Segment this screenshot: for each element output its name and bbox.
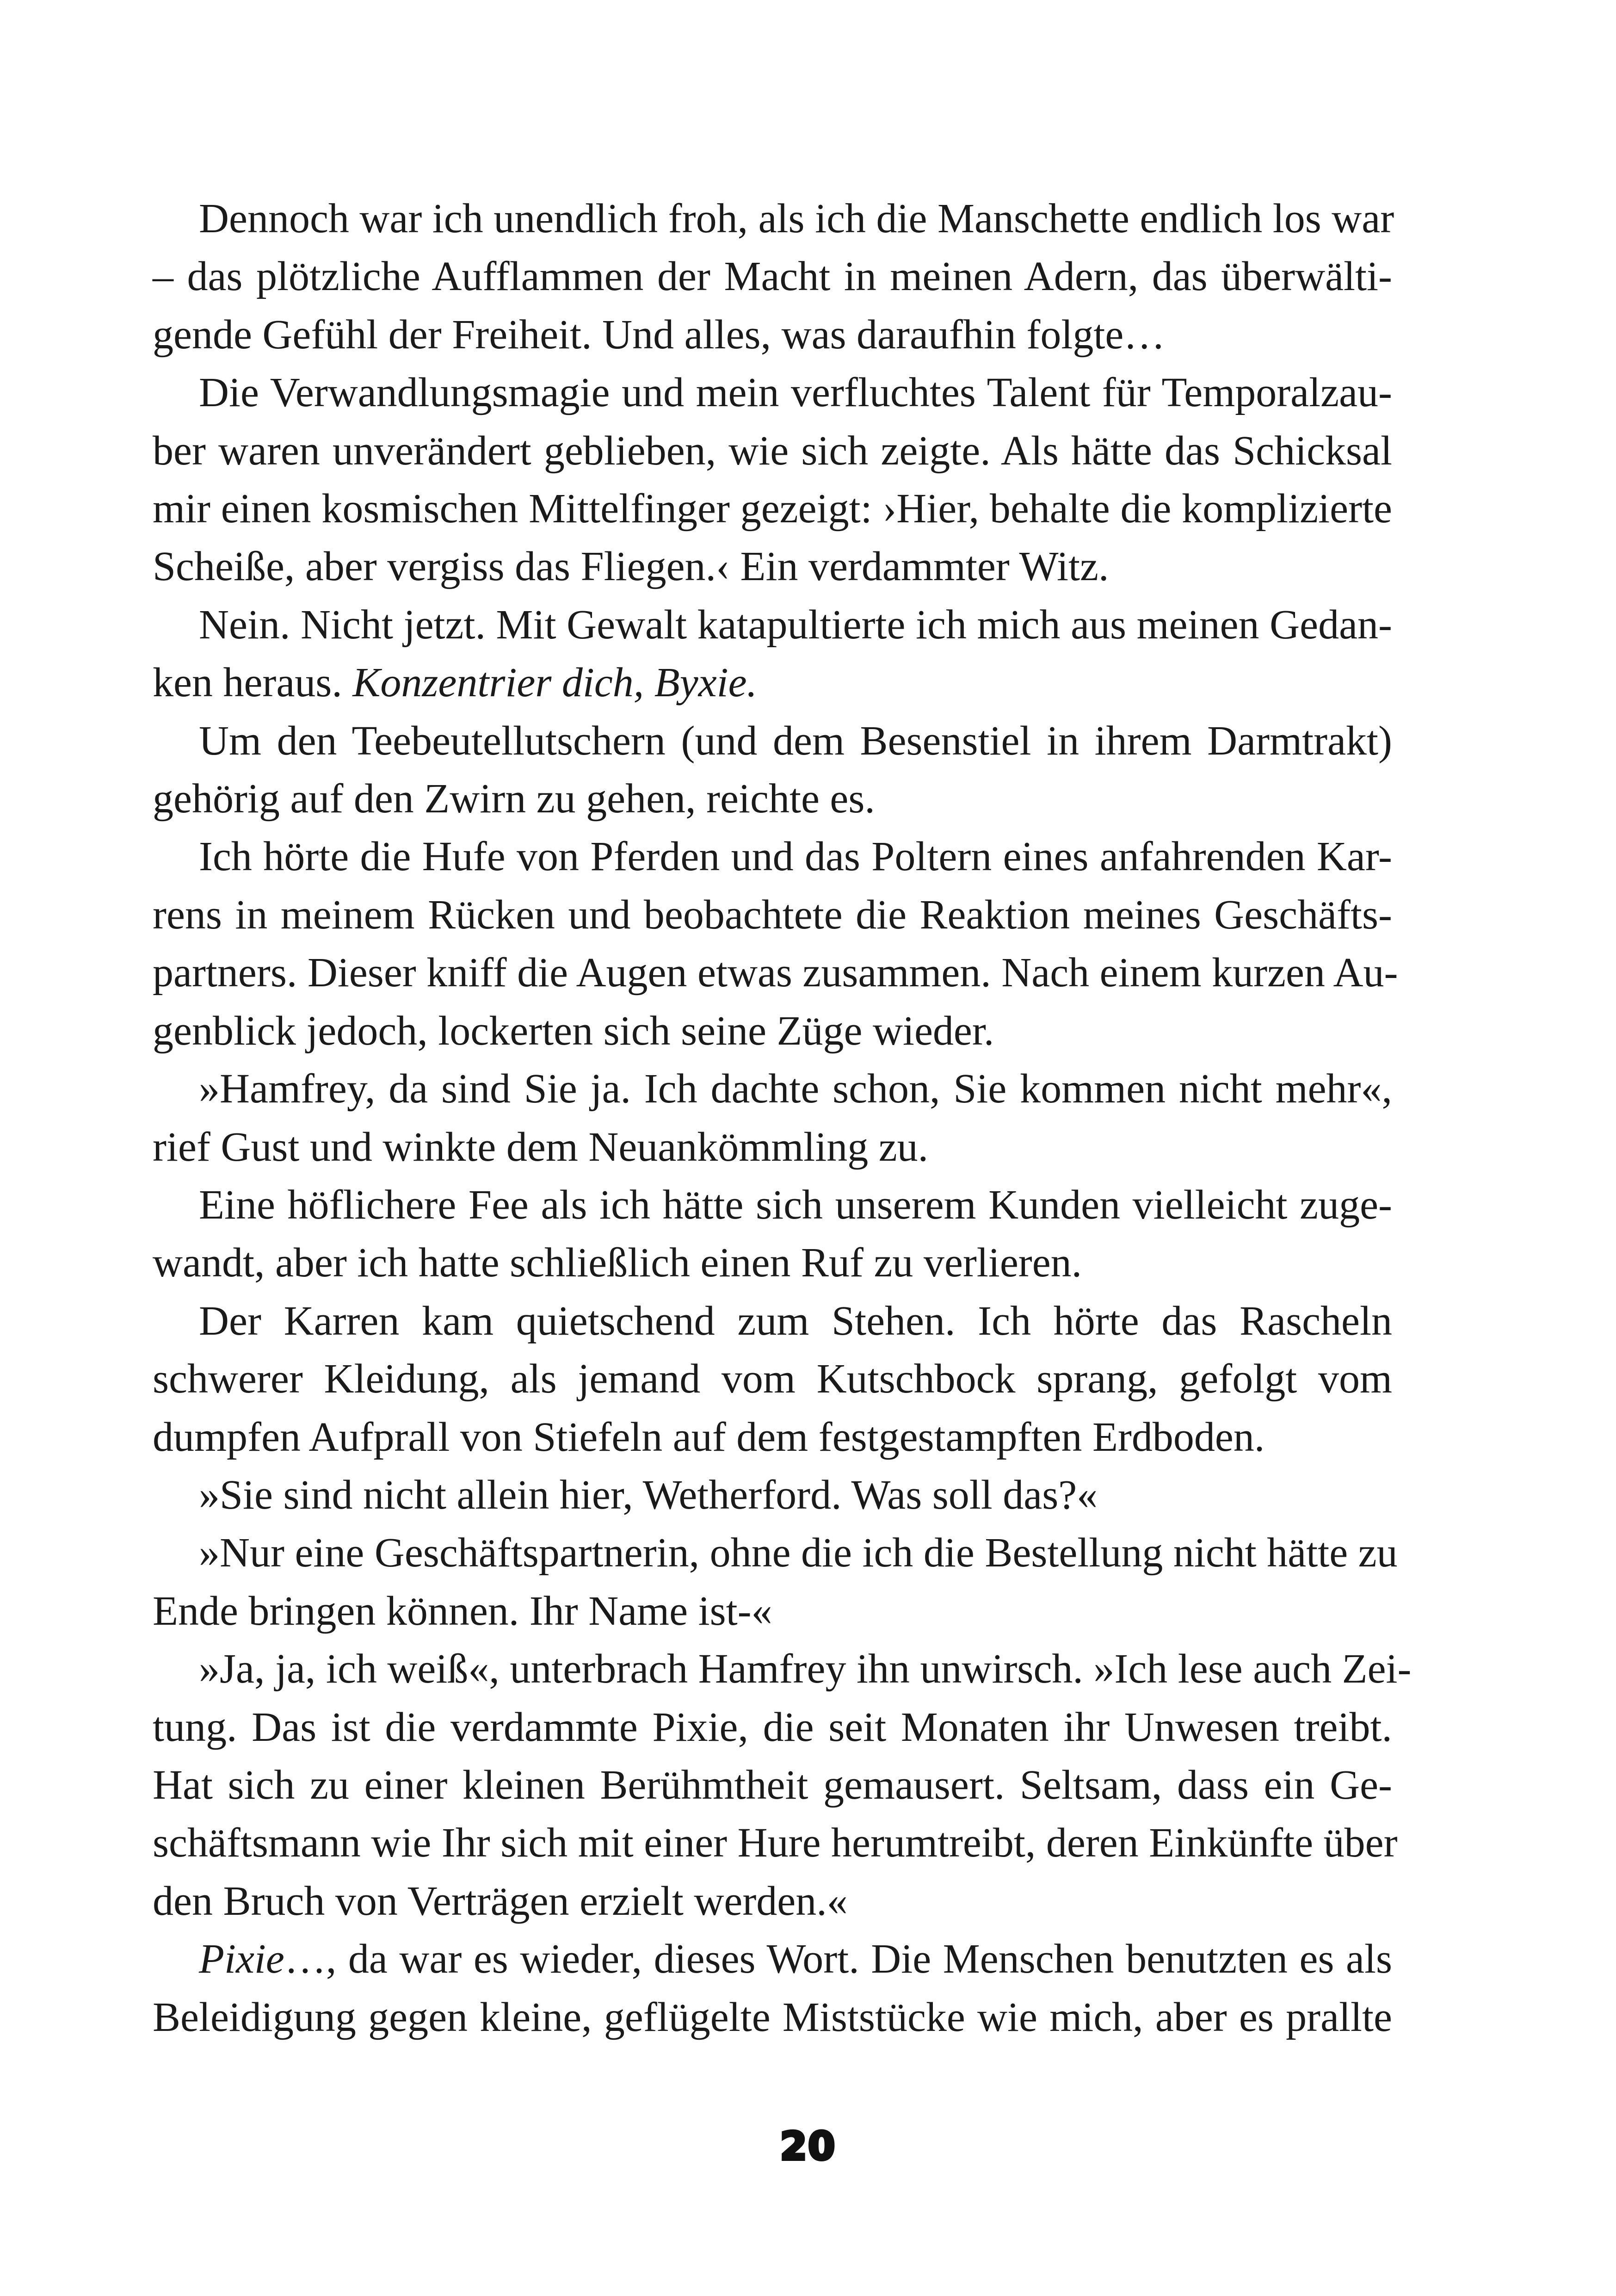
text-line xyxy=(153,654,1392,712)
text-line xyxy=(153,1930,1392,1988)
text-line xyxy=(153,1234,1392,1292)
text-line xyxy=(153,422,1392,480)
text-run: »Sie sind nicht allein hier, Wetherford. Was soll das?« xyxy=(199,1472,1098,1518)
text-run: dumpfen Aufprall von Stiefeln auf dem festgestampften Erdboden. xyxy=(153,1414,1265,1460)
text-run: …, da war es wieder, dieses Wort. Die Menschen benutzten es als xyxy=(284,1936,1392,1982)
italic-text: Pixie xyxy=(199,1936,284,1982)
text-run: Der Karren kam quietschend zum Stehen. Ich hörte das Rascheln xyxy=(199,1298,1392,1344)
text-run: Eine höflichere Fee als ich hätte sich unserem Kunden vielleicht zuge- xyxy=(199,1182,1392,1228)
text-run: »Ja, ja, ich weiß«, unterbrach Hamfrey ihn unwirsch. »Ich lese auch Zei- xyxy=(199,1646,1412,1692)
text-line xyxy=(153,944,1398,1002)
text-run: – das plötzliche Aufflammen der Macht in meinen Adern, das überwälti- xyxy=(153,254,1392,300)
text-run: den Bruch von Verträgen erzielt werden.« xyxy=(153,1878,848,1924)
text-run: ken heraus. xyxy=(153,660,353,706)
text-line xyxy=(153,538,1392,595)
text-line xyxy=(153,1524,1398,1582)
text-run: wandt, aber ich hatte schließlich einen Ruf zu verlieren. xyxy=(153,1240,1082,1286)
text-run: ber waren unverändert geblieben, wie sich zeigte. Als hätte das Schicksal xyxy=(153,427,1392,474)
text-run: Nein. Nicht jetzt. Mit Gewalt katapultierte ich mich aus meinen Gedan- xyxy=(199,601,1392,648)
text-line xyxy=(153,1060,1392,1118)
text-run: Scheiße, aber vergiss das Fliegen.‹ Ein verdammter Witz. xyxy=(153,544,1109,590)
text-run: rens in meinem Rücken und beobachtete die Reaktion meines Geschäfts- xyxy=(153,891,1392,938)
text-run: Ende bringen können. Ihr Name ist-« xyxy=(153,1588,772,1634)
text-run: »Hamfrey, da sind Sie ja. Ich dachte schon, Sie kommen nicht mehr«, xyxy=(199,1066,1392,1112)
text-line xyxy=(153,1872,1392,1930)
text-line xyxy=(153,1466,1392,1524)
text-run: Hat sich zu einer kleinen Berühmtheit gemausert. Seltsam, dass ein Ge- xyxy=(153,1762,1392,1808)
text-run: Um den Teebeutellutschern (und dem Besenstiel in ihrem Darmtrakt) xyxy=(199,718,1392,764)
italic-text: Konzentrier dich, Byxie. xyxy=(352,660,758,706)
text-run: »Nur eine Geschäftspartnerin, ohne die ich die Bestellung nicht hätte zu xyxy=(199,1530,1398,1576)
text-run: genblick jedoch, lockerten sich seine Züge wieder. xyxy=(153,1008,994,1054)
text-run: schwerer Kleidung, als jemand vom Kutschbock sprang, gefolgt vom xyxy=(153,1356,1392,1402)
text-line xyxy=(153,1408,1392,1466)
text-line xyxy=(153,1756,1392,1814)
text-line xyxy=(153,712,1392,770)
text-line xyxy=(153,1582,1392,1640)
page-number: 20 xyxy=(780,2123,836,2169)
text-line xyxy=(153,1640,1412,1698)
text-run: Die Verwandlungsmagie und mein verfluchtes Talent für Temporalzau- xyxy=(199,370,1392,416)
text-line xyxy=(153,480,1392,538)
text-line xyxy=(153,1118,1392,1176)
text-line xyxy=(153,1988,1392,2046)
text-line xyxy=(153,248,1392,305)
text-run: rief Gust und winkte dem Neuankömmling zu. xyxy=(153,1124,929,1170)
text-line xyxy=(153,596,1392,654)
text-run: tung. Das ist die verdammte Pixie, die seit Monaten ihr Unwesen treibt. xyxy=(153,1704,1392,1750)
text-line xyxy=(153,190,1392,248)
text-run: gehörig auf den Zwirn zu gehen, reichte es. xyxy=(153,776,875,822)
text-line xyxy=(153,1292,1392,1350)
text-run: Dennoch war ich unendlich froh, als ich die Manschette endlich los war xyxy=(199,196,1394,241)
text-line xyxy=(153,770,1392,828)
text-line xyxy=(153,306,1392,364)
text-line xyxy=(153,1002,1392,1060)
text-line xyxy=(153,886,1392,944)
text-line xyxy=(153,364,1392,421)
text-run: gende Gefühl der Freiheit. Und alles, was daraufhin folgte… xyxy=(153,311,1166,358)
text-run: mir einen kosmischen Mittelfinger gezeigt: ›Hier, behalte die komplizierte xyxy=(153,486,1392,532)
text-run: partners. Dieser kniff die Augen etwas zusammen. Nach einem kurzen Au- xyxy=(153,950,1398,996)
text-line xyxy=(153,1698,1392,1756)
book-page-body xyxy=(153,190,1412,2046)
text-run: Ich hörte die Hufe von Pferden und das Poltern eines anfahrenden Kar- xyxy=(199,834,1392,880)
text-run: Beleidigung gegen kleine, geflügelte Miststücke wie mich, aber es prallte xyxy=(153,1994,1392,2040)
text-line xyxy=(153,1814,1398,1872)
text-line xyxy=(153,1350,1392,1408)
text-line xyxy=(153,1176,1392,1234)
text-line xyxy=(153,828,1392,885)
text-run: schäftsmann wie Ihr sich mit einer Hure herumtreibt, deren Einkünfte über xyxy=(153,1820,1398,1866)
